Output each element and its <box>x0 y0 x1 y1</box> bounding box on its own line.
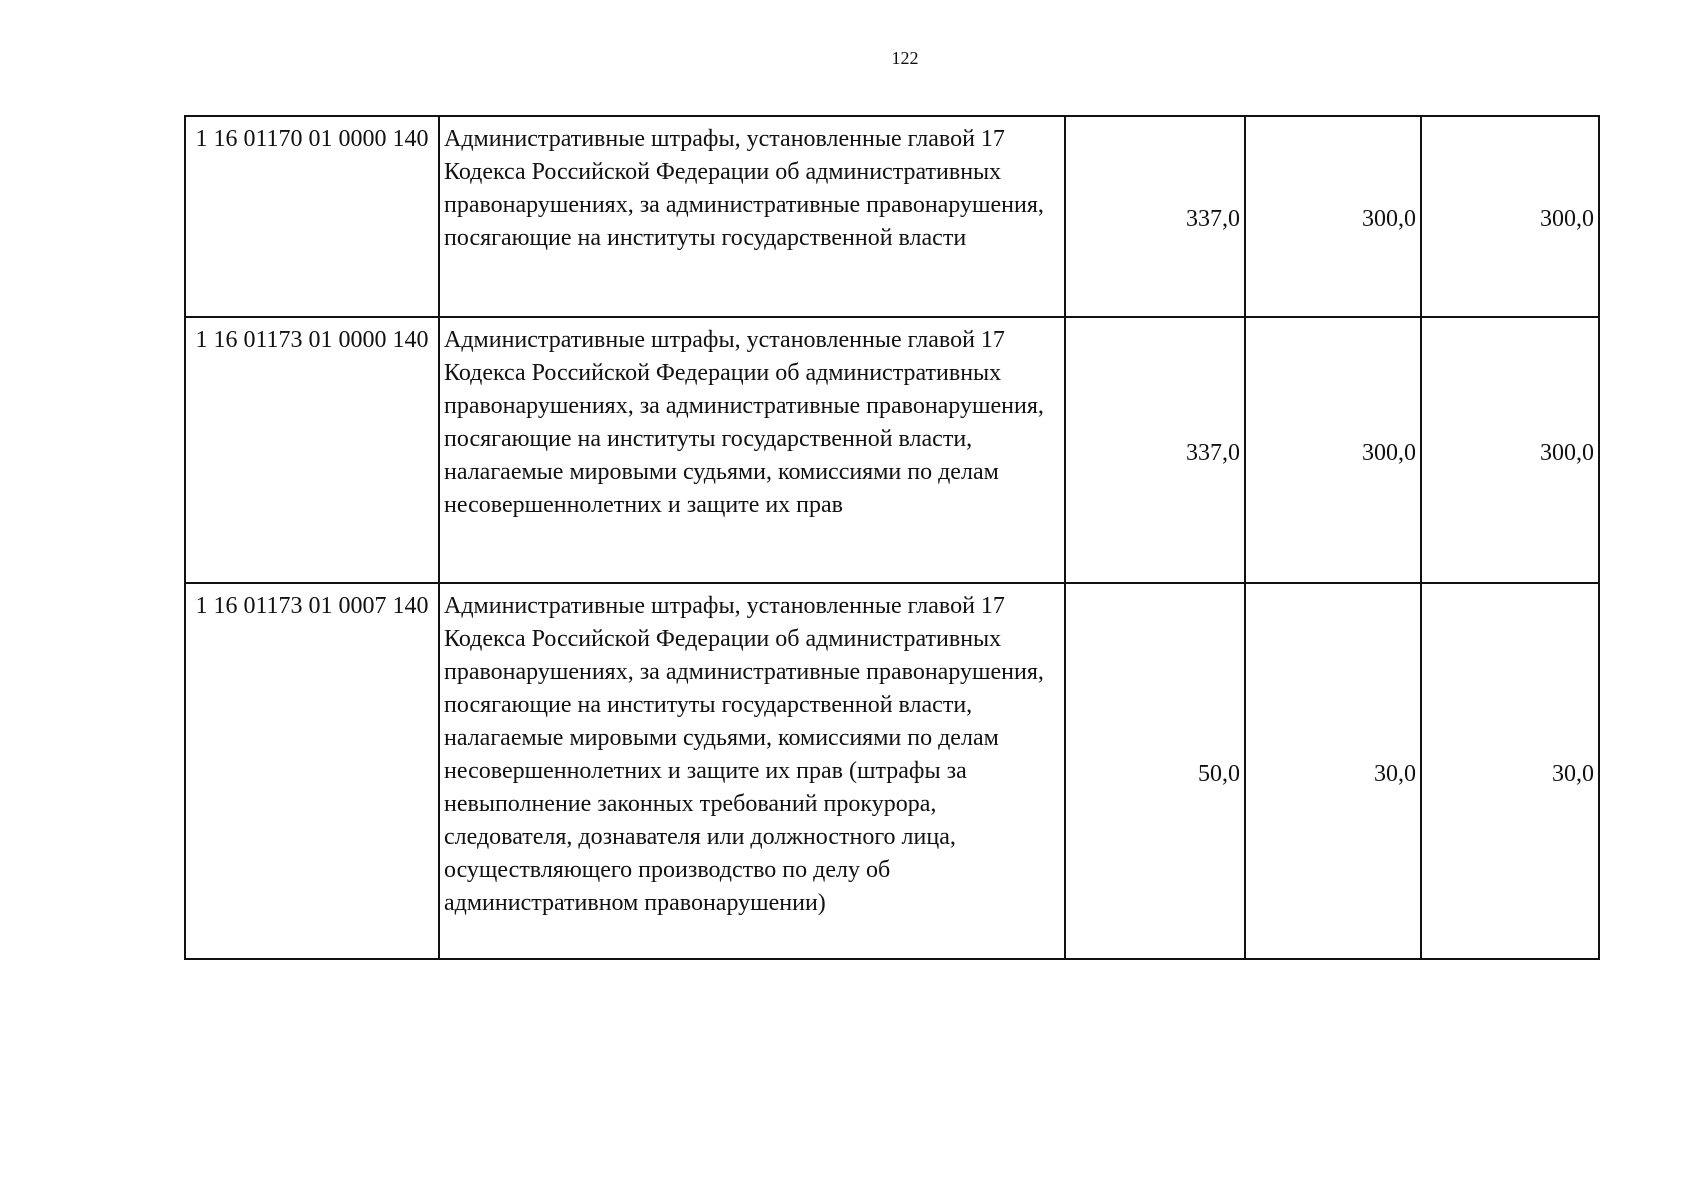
value-cell-1: 337,0 <box>1065 317 1245 583</box>
table-row <box>185 317 1599 583</box>
revenue-description-cell: Административные штрафы, установленные главой 17 Кодекса Российской Федерации об административных правонарушениях, за административные правонарушения, посягающие на институты государственной власти <box>439 116 1065 317</box>
revenue-code-cell: 1 16 01170 01 0000 140 <box>185 116 439 317</box>
revenue-description-cell: Административные штрафы, установленные главой 17 Кодекса Российской Федерации об административных правонарушениях, за административные правонарушения, посягающие на институты государственной власти, налагаемые мировыми судьями, комиссиями по делам несовершеннолетних и защите их прав <box>439 317 1065 583</box>
page-number: 122 <box>891 48 919 68</box>
value-cell-2: 300,0 <box>1245 317 1421 583</box>
value-cell-3: 30,0 <box>1421 583 1599 959</box>
value-cell-1: 337,0 <box>1065 116 1245 317</box>
revenue-code-cell: 1 16 01173 01 0007 140 <box>185 583 439 959</box>
table-row <box>185 583 1599 959</box>
value-cell-2: 300,0 <box>1245 116 1421 317</box>
value-cell-1: 50,0 <box>1065 583 1245 959</box>
table-row <box>185 116 1599 317</box>
value-cell-2: 30,0 <box>1245 583 1421 959</box>
value-cell-3: 300,0 <box>1421 317 1599 583</box>
value-cell-3: 300,0 <box>1421 116 1599 317</box>
revenue-description-cell: Административные штрафы, установленные главой 17 Кодекса Российской Федерации об административных правонарушениях, за административные правонарушения, посягающие на институты государственной власти, налагаемые мировыми судьями, комиссиями по делам несовершеннолетних и защите их прав (штрафы за невыполнение законных требований прокурора, следователя, дознавателя или должностного лица, осуществляющего производство по делу об административном правонарушении) <box>439 583 1065 959</box>
revenue-code-cell: 1 16 01173 01 0000 140 <box>185 317 439 583</box>
revenue-table <box>184 115 1600 960</box>
